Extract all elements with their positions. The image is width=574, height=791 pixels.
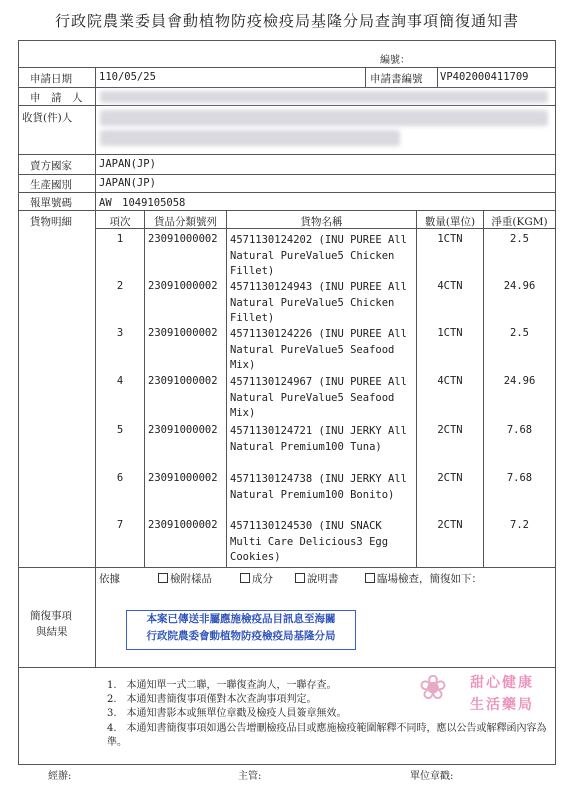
option-inspection[interactable]: 臨場檢查，簡復如下： bbox=[365, 571, 482, 586]
consignee-label: 收貨(件)人 bbox=[22, 112, 73, 124]
consignee-redacted-1 bbox=[100, 110, 548, 126]
item-qty: 4CTN bbox=[437, 280, 463, 292]
stamp-line-2: 行政院農委會動植物防疫檢疫局基隆分局 bbox=[146, 630, 336, 642]
item-no: 1 bbox=[116, 233, 124, 245]
option-sample[interactable]: 檢附樣品 bbox=[158, 571, 212, 586]
goods-section-label: 貨物明細 bbox=[30, 216, 72, 228]
application-date-value: 110/05/25 bbox=[99, 71, 156, 83]
item-name: 4571130124721 (INU JERKY All Natural Premium100 Tuna) bbox=[230, 425, 408, 453]
item-no: 5 bbox=[116, 424, 124, 436]
result-stamp bbox=[126, 610, 356, 650]
item-weight: 7.2 bbox=[510, 519, 529, 531]
item-name: 4571130124530 (INU SNACK Multi Care Delicious3 Egg Cookies) bbox=[230, 520, 389, 563]
brand-line-1: 甜心健康 bbox=[470, 675, 534, 691]
item-no: 2 bbox=[116, 280, 124, 292]
consignee-redacted-2 bbox=[100, 130, 400, 146]
item-name: 4571130124943 (INU PUREE All Natural PureValue5 Chicken Fillet) bbox=[230, 281, 408, 324]
item-name: 4571130124738 (INU JERKY All Natural Premium100 Bonito) bbox=[230, 473, 408, 501]
note-item: 4. 本通知書簡復事項如遇公告增刪檢疫品目或應施檢疫範圍解釋不同時，應以公告或解釋函內容為準。 bbox=[107, 722, 547, 748]
seller-country-value: JAPAN(JP) bbox=[99, 158, 156, 170]
seal-label: 單位章戳: bbox=[410, 771, 454, 782]
document-title: 行政院農業委員會動植物防疫檢疫局基隆分局查詢事項簡復通知書 bbox=[54, 12, 519, 30]
result-label-line-1: 簡復事項 bbox=[30, 610, 72, 622]
application-date-label: 申請日期 bbox=[30, 73, 72, 85]
item-weight: 2.5 bbox=[510, 327, 529, 339]
item-code: 23091000002 bbox=[148, 424, 218, 436]
item-weight: 2.5 bbox=[510, 233, 529, 245]
option-manual[interactable]: 說明書 bbox=[295, 571, 339, 586]
declaration-number-value: AW 1049105058 bbox=[99, 197, 186, 209]
checkbox-icon bbox=[240, 573, 250, 583]
item-code: 23091000002 bbox=[148, 519, 218, 531]
option-ingredients[interactable]: 成分 bbox=[240, 571, 273, 586]
item-qty: 2CTN bbox=[437, 472, 463, 484]
item-weight: 24.96 bbox=[503, 280, 536, 292]
basis-label: 依據 bbox=[99, 573, 120, 585]
applicant-label: 申 請 人 bbox=[30, 92, 83, 104]
col-header-item: 項次 bbox=[109, 216, 131, 228]
item-no: 3 bbox=[116, 327, 124, 339]
item-weight: 7.68 bbox=[506, 424, 533, 436]
item-name: 4571130124226 (INU PUREE All Natural PureValue5 Seafood Mix) bbox=[230, 328, 408, 371]
checkbox-icon bbox=[295, 573, 305, 583]
item-code: 23091000002 bbox=[148, 280, 218, 292]
item-no: 6 bbox=[116, 472, 124, 484]
note-item: 3. 本通知書影本或無單位章戳及檢疫人員簽章無效。 bbox=[107, 708, 347, 720]
note-item: 2. 本通知書簡復事項僅對本次查詢事項判定。 bbox=[107, 694, 317, 706]
note-item: 1. 本通知單一式二聯，一聯復查詢人，一聯存查。 bbox=[107, 680, 337, 691]
col-header-code: 貨品分類號列 bbox=[154, 216, 217, 228]
brand-watermark bbox=[470, 672, 566, 716]
item-code: 23091000002 bbox=[148, 472, 218, 484]
item-qty: 4CTN bbox=[437, 375, 463, 387]
item-code: 23091000002 bbox=[148, 233, 218, 245]
item-weight: 7.68 bbox=[506, 472, 533, 484]
col-header-qty: 數量(單位) bbox=[424, 216, 476, 228]
result-label-line-2: 與結果 bbox=[36, 626, 68, 638]
seller-country-label: 賣方國家 bbox=[30, 160, 72, 172]
item-qty: 2CTN bbox=[437, 424, 463, 436]
checkbox-icon bbox=[158, 573, 168, 583]
origin-country-label: 生產國別 bbox=[30, 179, 72, 191]
item-weight: 24.96 bbox=[503, 375, 536, 387]
supervisor-label: 主管: bbox=[238, 771, 262, 782]
application-number-label: 申請書編號 bbox=[370, 73, 423, 85]
item-qty: 1CTN bbox=[437, 327, 463, 339]
item-code: 23091000002 bbox=[148, 375, 218, 387]
item-qty: 2CTN bbox=[437, 519, 463, 531]
checkbox-icon bbox=[365, 573, 375, 583]
applicant-redacted bbox=[100, 91, 548, 103]
form-number-label: 編號： bbox=[380, 55, 410, 66]
item-no: 7 bbox=[116, 519, 124, 531]
stamp-line-1: 本案已傳送非屬應施檢疫品目訊息至海關 bbox=[146, 613, 336, 625]
item-name: 4571130124967 (INU PUREE All Natural PureValue5 Seafood Mix) bbox=[230, 376, 408, 419]
item-qty: 1CTN bbox=[437, 233, 463, 245]
flower-seal-icon: ❀ bbox=[418, 668, 448, 708]
brand-line-2: 生活藥局 bbox=[470, 697, 534, 713]
origin-country-value: JAPAN(JP) bbox=[99, 177, 156, 189]
item-name: 4571130124202 (INU PUREE All Natural PureValue5 Chicken Fillet) bbox=[230, 234, 408, 277]
item-no: 4 bbox=[116, 375, 124, 387]
col-header-name: 貨物名稱 bbox=[300, 216, 343, 228]
application-number-value: VP402000411709 bbox=[440, 71, 529, 83]
handler-label: 經辦: bbox=[48, 771, 72, 782]
item-code: 23091000002 bbox=[148, 327, 218, 339]
col-header-weight: 淨重(KGM) bbox=[491, 216, 548, 228]
declaration-number-label: 報單號碼 bbox=[30, 197, 72, 209]
